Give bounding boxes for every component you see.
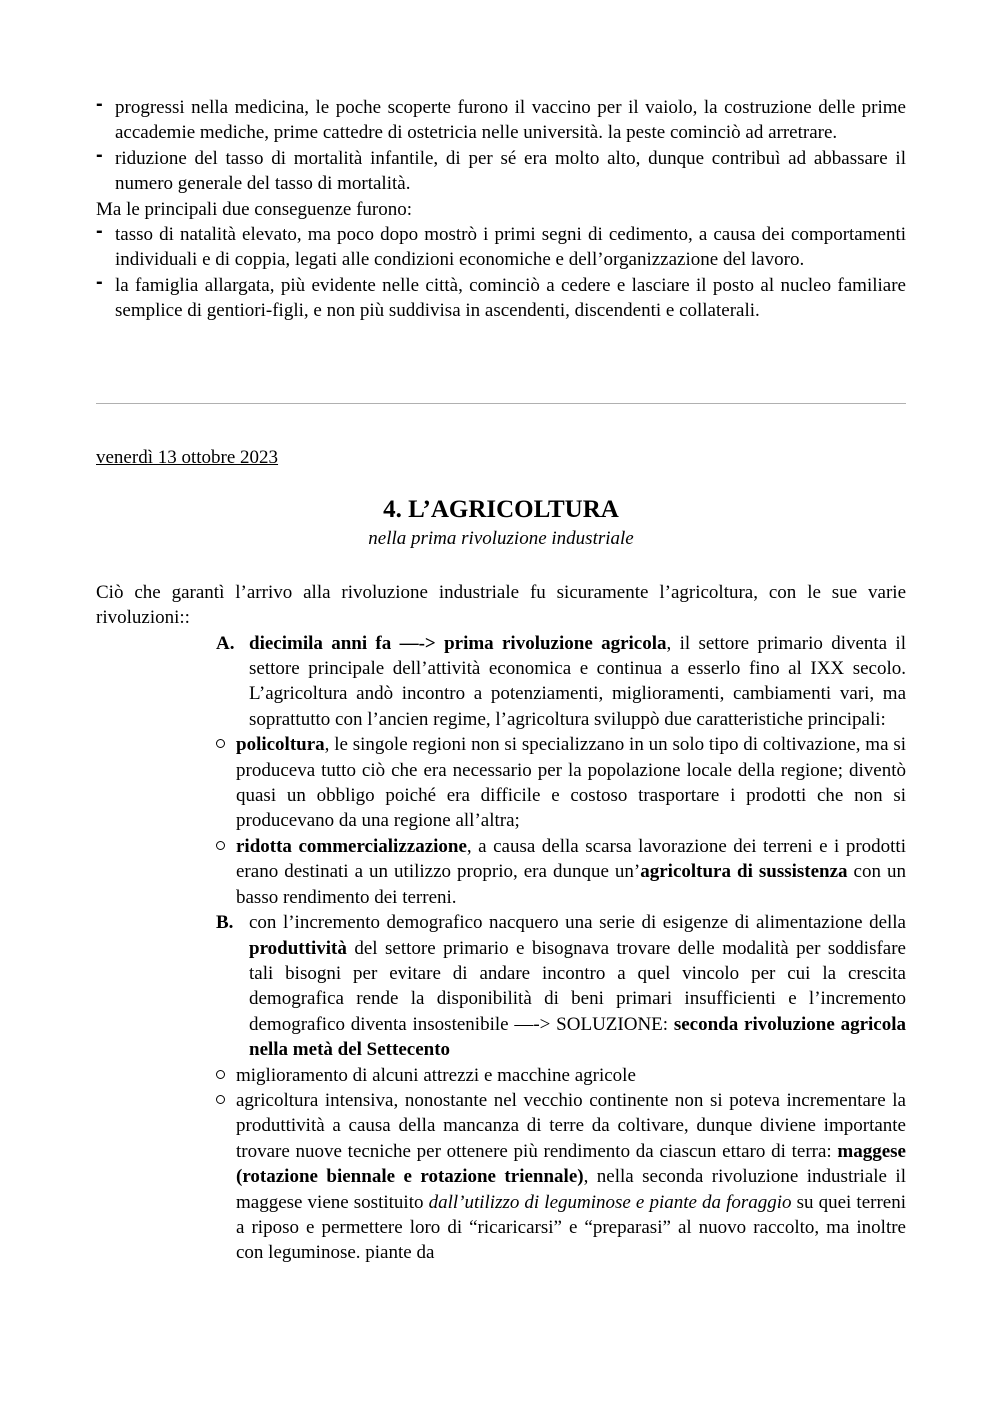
date-heading: venerdì 13 ottobre 2023 xyxy=(96,447,279,468)
item-text: del settore primario e bisognava trovare delle modalità per soddisfare tali bisogni per evitare di andare incontro a quel vincolo per cui la crescita demografica rende la disponibilità di beni primari insufficienti e l’incremento demografico diventa insostenibile —-> SOLUZIONE: xyxy=(249,937,906,1035)
consequences-intro: Ma le principali due conseguenze furono: xyxy=(96,198,413,220)
chapter-subtitle: nella prima rivoluzione industriale xyxy=(368,528,634,550)
bold-text: ridotta commercializzazione xyxy=(236,835,467,857)
dash-bullet: - xyxy=(96,220,103,243)
circle-bullet-icon xyxy=(216,841,225,850)
intro-paragraph: Ciò che garantì l’arrivo alla rivoluzione industriale fu sicuramente l’agricoltura, con le sue varie rivoluzioni:: xyxy=(96,581,906,629)
item-text: , le singole regioni non si specializzano in un solo tipo di coltivazione, ma si produceva tutto ciò che era necessario per la popolazione locale della regione; diventò quasi un obbligo poiché era difficile e costoso trasportare i prodotti che non si producevano da una regione all’altra; xyxy=(236,734,906,832)
item-text: su quei terreni a riposo e permettere loro di “ricaricarsi” e “preparasi” al nuovo raccolto, ma inoltre con leguminose. piante da xyxy=(236,1191,907,1264)
list-item xyxy=(96,270,906,324)
item-text: , nella seconda rivoluzione industriale il maggese viene sostituito xyxy=(236,1166,906,1213)
sub-item-agricoltura-intensiva xyxy=(216,1088,906,1266)
bold-text: maggese (rotazione biennale e rotazione triennale) xyxy=(236,1140,906,1188)
list-item xyxy=(96,95,906,146)
revolutions-list xyxy=(216,631,906,1266)
dash-bullet: - xyxy=(96,93,103,115)
item-text: progressi nella medicina, le poche scoperte furono il vaccino per il vaiolo, la costruzione delle prime accademie mediche, prime cattedre di ostetricia nelle università. la peste cominciò ad arretrare. xyxy=(115,97,906,144)
circle-bullet-icon xyxy=(216,1095,225,1104)
list-marker: A. xyxy=(216,632,235,654)
list-item xyxy=(96,143,906,197)
sub-item-attrezzi xyxy=(216,1063,906,1088)
agriculture-section xyxy=(96,445,906,1266)
item-text: con l’incremento demografico nacquero una serie di esigenze di alimentazione della xyxy=(249,912,906,934)
sub-item-policoltura xyxy=(216,732,906,834)
bold-text: policoltura xyxy=(236,734,325,756)
list-marker: B. xyxy=(216,912,234,934)
italic-text: dall’utilizzo di leguminose e piante da foraggio xyxy=(428,1191,792,1213)
bold-text: seconda rivoluzione agricola nella metà del Settecento xyxy=(249,1013,907,1061)
chapter-title: 4. L’AGRICOLTURA xyxy=(383,496,619,524)
item-text: riduzione del tasso di mortalità infantile, di per sé era molto alto, dunque contribuì ad abbassare il numero generale del tasso di mortalità. xyxy=(115,147,906,195)
circle-bullet-icon xyxy=(216,739,225,748)
bold-text: diecimila anni fa —-> prima rivoluzione agricola xyxy=(249,632,667,654)
item-text: tasso di natalità elevato, ma poco dopo mostrò i primi segni di cedimento, a causa dei comportamenti individuali e di coppia, legati alle condizioni economiche e dell’organizzazione del lavoro. xyxy=(115,224,906,271)
item-text: miglioramento di alcuni attrezzi e macchine agricole xyxy=(236,1064,636,1086)
item-text: con un basso rendimento dei terreni. xyxy=(236,861,907,908)
demography-section xyxy=(96,95,906,324)
list-item-a xyxy=(216,631,906,733)
bold-text: agricoltura di sussistenza xyxy=(640,861,848,883)
list-item-b xyxy=(216,910,906,1062)
item-text: agricoltura intensiva, nonostante nel vecchio continente non si poteva incrementare la produttività a causa della mancanza di terre da coltivare, dunque diviene importante trovare nuove tecniche per ottenere più rendimento da ciascun ettaro di terra: xyxy=(236,1089,906,1162)
item-text: la famiglia allargata, più evidente nelle città, cominciò a cedere e lasciare il posto al nucleo familiare semplice di gentiori-figli, e non più suddivisa in ascendenti, discendenti e collaterali. xyxy=(115,274,906,322)
item-text: , il settore primario diventa il settore principale dell’attività economica e continua a esserlo fino al IXX secolo. L’agricoltura andò incontro a potenziamenti, miglioramenti, cambiamenti vari, ma soprattutto con l’ancien regime, l’agricoltura sviluppò due caratteristiche principali: xyxy=(249,632,906,730)
dash-bullet: - xyxy=(96,143,103,166)
list-item xyxy=(96,222,906,273)
item-text: , a causa della scarsa lavorazione dei terreni e i prodotti erano destinati a un utilizzo proprio, era dunque un’ xyxy=(236,835,906,883)
dash-bullet: - xyxy=(96,270,103,293)
horizontal-divider xyxy=(96,403,906,404)
sub-item-commercializzazione xyxy=(216,834,906,910)
bold-text: produttività xyxy=(249,937,347,959)
circle-bullet-icon xyxy=(216,1070,225,1079)
